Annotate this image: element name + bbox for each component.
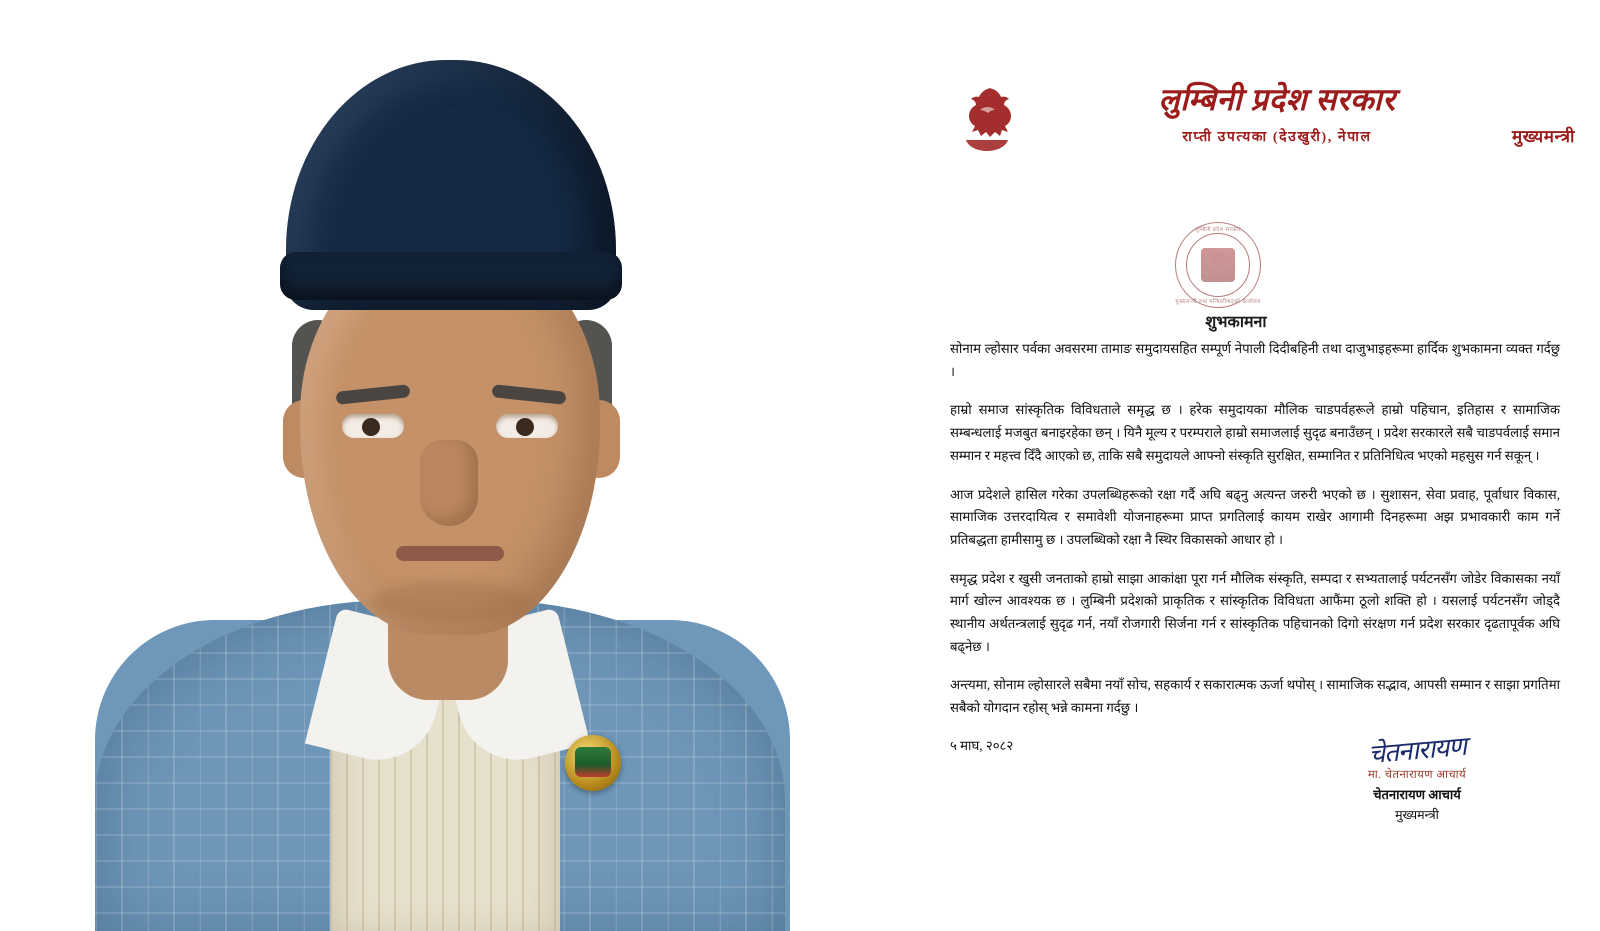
- chin-shadow: [370, 582, 530, 622]
- paragraph: अन्त्यमा, सोनाम ल्होसारले सबैमा नयाँ सोच, सहकार्य र सकारात्मक ऊर्जा थपोस् । सामाजिक सद्भाव, आपसी सम्मान र साझा प्रगतिमा सबैको योगदान रहोस् भन्ने कामना गर्दछु ।: [950, 677, 1560, 716]
- letterhead-text: [1062, 78, 1492, 146]
- letter-body: [950, 338, 1560, 754]
- government-office-location: राप्ती उपत्यका (देउखुरी), नेपाल: [1182, 130, 1372, 145]
- eye-right: [496, 414, 558, 438]
- nose: [420, 440, 478, 526]
- seal-emblem-core: [1201, 248, 1235, 282]
- paragraph: आज प्रदेशले हासिल गरेका उपलब्धिहरूको रक्षा गर्दै अघि बढ्नु अत्यन्त जरुरी भएको छ । सुशासन, सेवा प्रवाह, पूर्वाधार विकास, सामाजिक उत्तरदायित्व र समावेशी योजनाहरूमा प्राप्त प्रगतिलाई कायम राखेर आगामी दिनहरूमा अझ प्रभावकारी काम गर्ने प्रतिबद्धता हामीसामु छ । उपलब्धिको रक्षा नै स्थिर विकासको आधार हो ।: [950, 486, 1560, 547]
- paragraph: हाम्रो समाज सांस्कृतिक विविधताले समृद्ध छ । हरेक समुदायका मौलिक चाडपर्वहरूले हाम्रो पहिचान, इतिहास र सामाजिक सम्बन्धलाई मजबुत बनाइरहेका छन् । यिनै मूल्य र परम्पराले हाम्रो समाजलाई सुदृढ बनाउँछन् । प्रदेश सरकारले सबै चाडपर्वलाई समान सम्मान र महत्त्व दिँदै आएको छ, ताकि सबै समुदायले आफ्नो संस्कृति सुरक्षित, सम्मानित र प्रतिनिधित्व भएको महसुस गर्न सकून् ।: [950, 402, 1560, 463]
- seal-text-bottom: मुख्यमन्त्री तथा मन्त्रिपरिषद्को कार्यालय: [1175, 299, 1261, 305]
- government-name: लुम्बिनी प्रदेश सरकार: [1158, 82, 1396, 117]
- topi-brim: [280, 252, 622, 300]
- mouth: [396, 546, 504, 561]
- letter-date: ५ माघ, २०८२: [950, 737, 1014, 753]
- letter-document: [872, 0, 1600, 931]
- handwritten-signature: चेतनारायण: [1367, 731, 1468, 770]
- lapel-badge-icon: [565, 735, 621, 791]
- letterhead: [872, 78, 1600, 168]
- nepal-government-emblem-icon: [950, 84, 1024, 156]
- signatory-name: चेतनारायण आचार्य: [1373, 787, 1461, 802]
- eye-left: [342, 414, 404, 438]
- official-round-seal-icon: [1175, 222, 1261, 308]
- signature-stamp-text: मा. चेतनारायण आचार्य: [1367, 769, 1467, 781]
- signature-block: [1282, 731, 1552, 823]
- paragraph: सोनाम ल्होसार पर्वका अवसरमा तामाङ समुदायसहित सम्पूर्ण नेपाली दिदीबहिनी तथा दाजुभाइहरूमा हार्दिक शुभकामना व्यक्त गर्दछु ।: [950, 341, 1560, 379]
- letterhead-role-label: मुख्यमन्त्री: [1512, 127, 1576, 146]
- signatory-role: मुख्यमन्त्री: [1395, 808, 1439, 822]
- seal-text-top: लुम्बिनी प्रदेश सरकार: [1195, 227, 1241, 233]
- page-title: शुभकामना: [1205, 314, 1267, 331]
- paragraph: समृद्ध प्रदेश र खुसी जनताको हाम्रो साझा आकांक्षा पूरा गर्न मौलिक संस्कृति, सम्पदा र सभ्यतालाई पर्यटनसँग जोडेर विकासका नयाँ मार्ग खोल्न आवश्यक छ । लुम्बिनी प्रदेशको प्राकृतिक र सांस्कृतिक विविधता आफैंमा ठूलो शक्ति हो । यसलाई पर्यटनसँग जोड्दै स्थानीय अर्थतन्त्रलाई सुदृढ गर्न, नयाँ रोजगारी सिर्जना गर्न र सांस्कृतिक पहिचानको दिगो संरक्षण गर्न प्रदेश सरकार दृढतापूर्वक अघि बढ्नेछ ।: [950, 570, 1560, 654]
